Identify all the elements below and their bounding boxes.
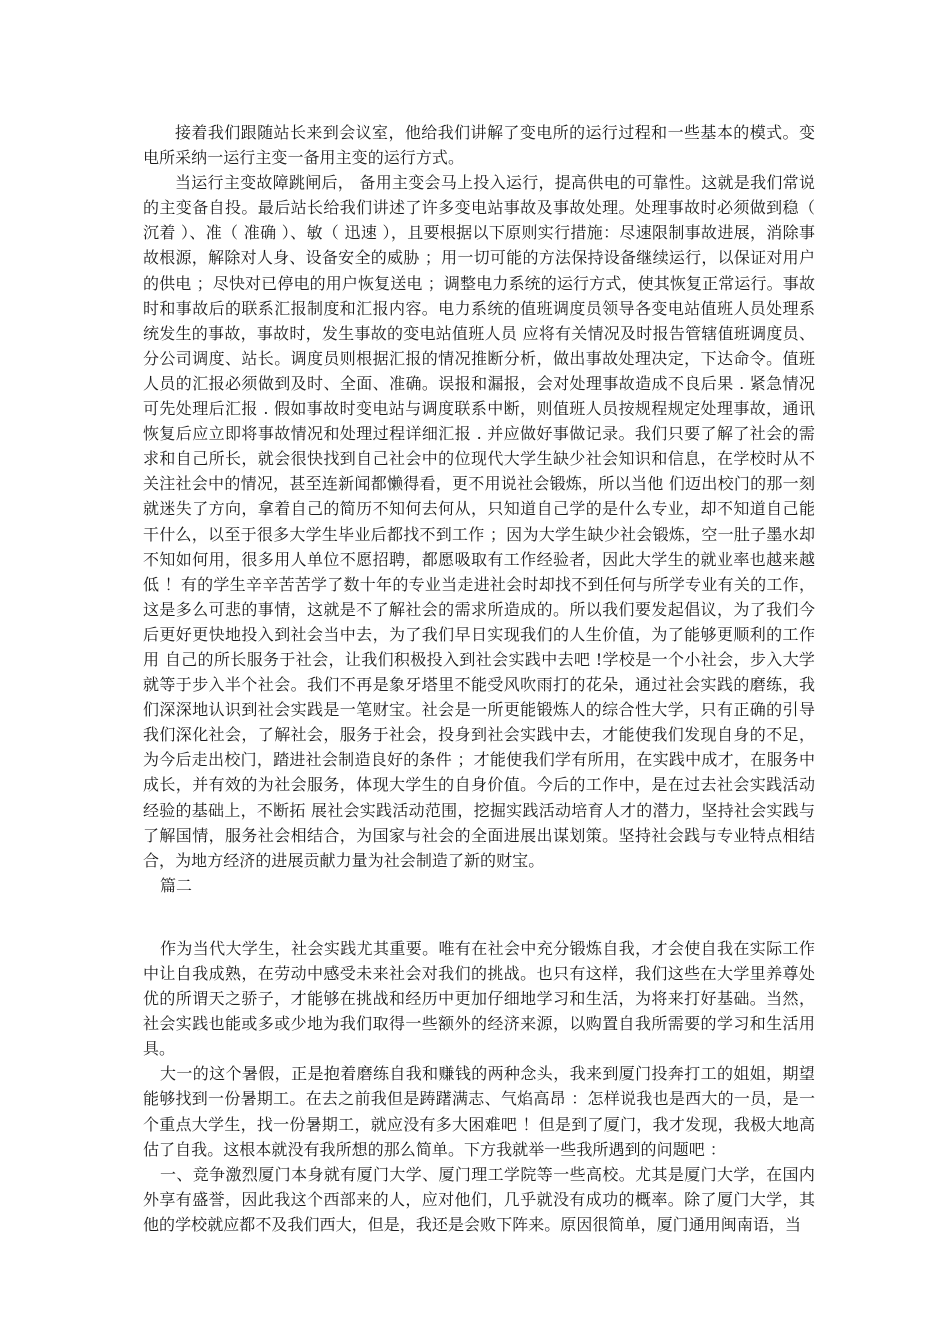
section-heading: 篇二: [160, 875, 193, 895]
paragraph-substation-mode: 接着我们跟随站长来到会议室，他给我们讲解了变电所的运行过程和一些基本的模式。变电所采纳一运行主变一备用主变的运行方式。: [143, 123, 815, 168]
paragraph-accident-handling: 当运行主变故障跳闸后， 备用主变会马上投入运行，提高供电的可靠性。这就是我们常说的主变备自投。最后站长给我们讲述了许多变电站事故及事故处理。处理事故时必须做到稳（ 沉着 ）、准（ 准确 ）、敏（ 迅速 ），且要根据以下原则实行措施：尽速限制事故进展，消除事故根源，解除对人身、设备安全的威胁 ；用一切可能的方法保持设备继续运行，以保证对用户的供电 ；尽快对已停电的用户恢复送电 ；调整电力系统的运行方式，使其恢复正常运行。事故时和事故后的联系汇报制度和汇报内容。电力系统的值班调度员领导各变电站值班人员处理系统发生的事故，事故时，发生事故的变电站值班人员 应将有关情况及时报告管辖值班调度员、分公司调度、站长。调度员则根据汇报的情况推断分析，做出事故处理决定，下达命令。值班人员的汇报必须做到及时、全面、准确。误报和漏报，会对处理事故造成不良后果 . 紧急情况可先处理后汇报 . 假如事故时变电站与调度联系中断，则值班人员按规程规定处理事故，通讯恢复后应立即将事故情况和处理过程详细汇报 . 并应做好事做记录。我们只要了解了社会的需求和自己所长，就会很快找到自己社会中的位现代大学生缺少社会知识和信息，在学校时从不关注社会中的情况，甚至连新闻都懒得看，更不用说社会锻炼，所以当他 们迈出校门的那一刻就迷失了方向，拿着自己的简历不知何去何从，只知道自己学的是什么专业，却不知道自己能干什么，以至于很多大学生毕业后都找不到工作 ；因为大学生缺少社会锻炼，空一肚子墨水却不知如何用，很多用人单位不愿招聘，都愿吸取有工作经验者，因此大学生的就业率也越来越低 ！有的学生辛辛苦苦学了数十年的专业当走进社会时却找不到任何与所学专业有关的工作，这是多么可悲的事情，这就是不了解社会的需求所造成的。所以我们要发起倡议，为了我们今后更好更快地投入到社会当中去，为了我们早日实现我们的人生价值，为了能够更顺利的工作用 自己的所长服务于社会，让我们积极投入到社会实践中去吧 !学校是一个小社会，步入大学就等于步入半个社会。我们不再是象牙塔里不能受风吹雨打的花朵，通过社会实践的磨练，我们深深地认识到社会实践是一笔财宝。社会是一所更能锻炼人的综合性大学，只有正确的引导我们深化社会，了解社会，服务于社会，投身到社会实践中去，才能使我们发现自身的不足，为今后走出校门，踏进社会制造良好的条件 ；才能使我们学有所用，在实践中成才，在服务中成长，并有效的为社会服务，体现大学生的自身价值。今后的工作中，是在过去社会实践活动经验的基础上，不断拓 展社会实践活动范围，挖掘实践活动培育人才的潜力，坚持社会实践与了解国情，服务社会相结合，为国家与社会的全面进展出谋划策。坚持社会践与专业特点相结合，为地方经济的进展贡献力量为社会制造了新的财宝。: [143, 173, 815, 870]
document-page: [143, 120, 815, 1237]
section-spacer: [143, 898, 815, 936]
paragraph-social-practice: 作为当代大学生，社会实践尤其重要。唯有在社会中充分锻炼自我，才会使自我在实际工作中让自我成熟，在劳动中感受未来社会对我们的挑战。也只有这样，我们这些在大学里养尊处优的所谓天之骄子，才能够在挑战和经历中更加仔细地学习和生活，为将来打好基础。当然，社会实践也能或多或少地为我们取得一些额外的经济来源，以购置自我所需要的学习和生活用具。: [143, 938, 815, 1059]
paragraph-competition: 一、竞争激烈厦门本身就有厦门大学、厦门理工学院等一些高校。尤其是厦门大学，在国内外享有盛誉，因此我这个西部来的人，应对他们，几乎就没有成功的概率。除了厦门大学，其他的学校就应都不及我们西大，但是，我还是会败下阵来。原因很简单，厦门通用闽南语，当: [143, 1164, 815, 1234]
paragraph-summer-vacation: 大一的这个暑假，正是抱着磨练自我和赚钱的两种念头，我来到厦门投奔打工的姐姐，期望能够找到一份暑期工。在去之前我但是踌躇满志、气焰高昂 ：怎样说我也是西大的一员，是一个重点大学生，找一份暑期工，就应没有多大困难吧 ！但是到了厦门，我才发现，我极大地高估了自我。这根本就没有我所想的那么简单。下方我就举一些我所遇到的问题吧 ：: [143, 1064, 815, 1159]
